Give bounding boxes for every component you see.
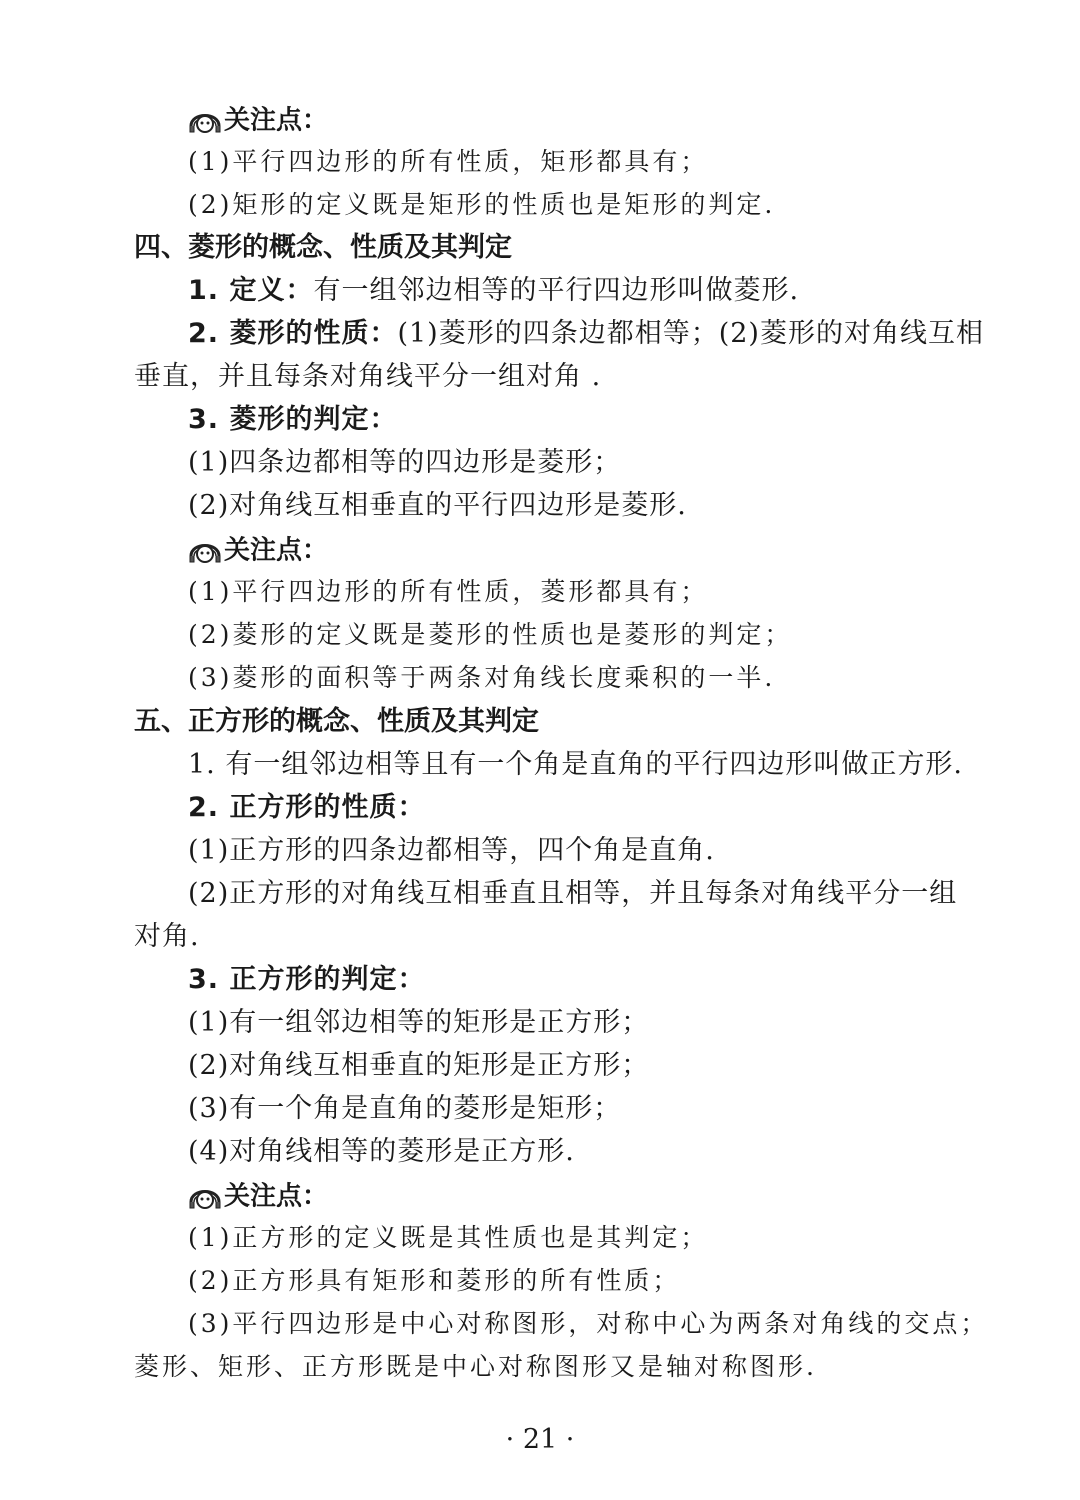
attention-header <box>188 98 328 142</box>
definition-text: 有一组邻边相等的平行四边形叫做菱形. <box>313 275 800 306</box>
definition-line <box>188 269 799 313</box>
note-item: (2)矩形的定义既是矩形的性质也是矩形的判定. <box>188 190 776 219</box>
note-item: (2)菱形的定义既是菱形的性质也是菱形的判定； <box>188 620 793 649</box>
definition-text: 1. 有一组邻边相等且有一个角是直角的平行四边形叫做正方形. <box>188 749 963 780</box>
attention-label: 关注点： <box>224 105 329 136</box>
judgement-item: (1)有一组邻边相等的矩形是正方形； <box>188 1007 650 1038</box>
judgement-item: (3)有一个角是直角的菱形是矩形； <box>188 1093 622 1124</box>
judgement-item: (2)对角线互相垂直的矩形是正方形； <box>188 1050 650 1081</box>
note-item: (3)菱形的面积等于两条对角线长度乘积的一半. <box>188 663 776 692</box>
property-item-continued: 对角. <box>134 921 200 952</box>
judgement-item: (1)四条边都相等的四边形是菱形； <box>188 447 622 478</box>
judgement-label: 3. 菱形的判定： <box>188 404 398 435</box>
note-item-continued: 菱形、矩形、正方形既是中心对称图形又是轴对称图形. <box>134 1352 817 1381</box>
attention-label: 关注点： <box>224 1181 329 1212</box>
property-text: (1)菱形的四条边都相等；(2)菱形的对角线互相 <box>397 318 984 349</box>
note-item: (1)平行四边形的所有性质，菱形都具有； <box>188 577 709 606</box>
property-line <box>188 312 984 356</box>
attention-face-icon <box>188 534 222 564</box>
attention-face-icon <box>188 104 222 134</box>
property-label: 2. 正方形的性质： <box>188 792 426 823</box>
judgement-label: 3. 正方形的判定： <box>188 964 426 995</box>
property-item: (2)正方形的对角线互相垂直且相等，并且每条对角线平分一组 <box>188 878 958 909</box>
property-item: (1)正方形的四条边都相等，四个角是直角. <box>188 835 715 866</box>
attention-label: 关注点： <box>224 535 329 566</box>
definition-label: 1. 定义： <box>188 275 314 306</box>
attention-face-icon <box>188 1180 222 1210</box>
section-heading: 五、正方形的概念、性质及其判定 <box>134 706 539 737</box>
property-text-continued: 垂直，并且每条对角线平分一组对角 . <box>134 361 602 392</box>
page-number: · 21 · <box>505 1424 575 1455</box>
property-label: 2. 菱形的性质： <box>188 318 398 349</box>
judgement-item: (4)对角线相等的菱形是正方形. <box>188 1136 575 1167</box>
note-item: (2)正方形具有矩形和菱形的所有性质； <box>188 1266 681 1295</box>
note-item: (3)平行四边形是中心对称图形，对称中心为两条对角线的交点； <box>188 1309 989 1338</box>
note-item: (1)正方形的定义既是其性质也是其判定； <box>188 1223 709 1252</box>
attention-header <box>188 528 328 572</box>
note-item: (1)平行四边形的所有性质，矩形都具有； <box>188 147 709 176</box>
judgement-item: (2)对角线互相垂直的平行四边形是菱形. <box>188 490 687 521</box>
section-heading: 四、菱形的概念、性质及其判定 <box>134 232 512 263</box>
attention-header <box>188 1174 328 1218</box>
